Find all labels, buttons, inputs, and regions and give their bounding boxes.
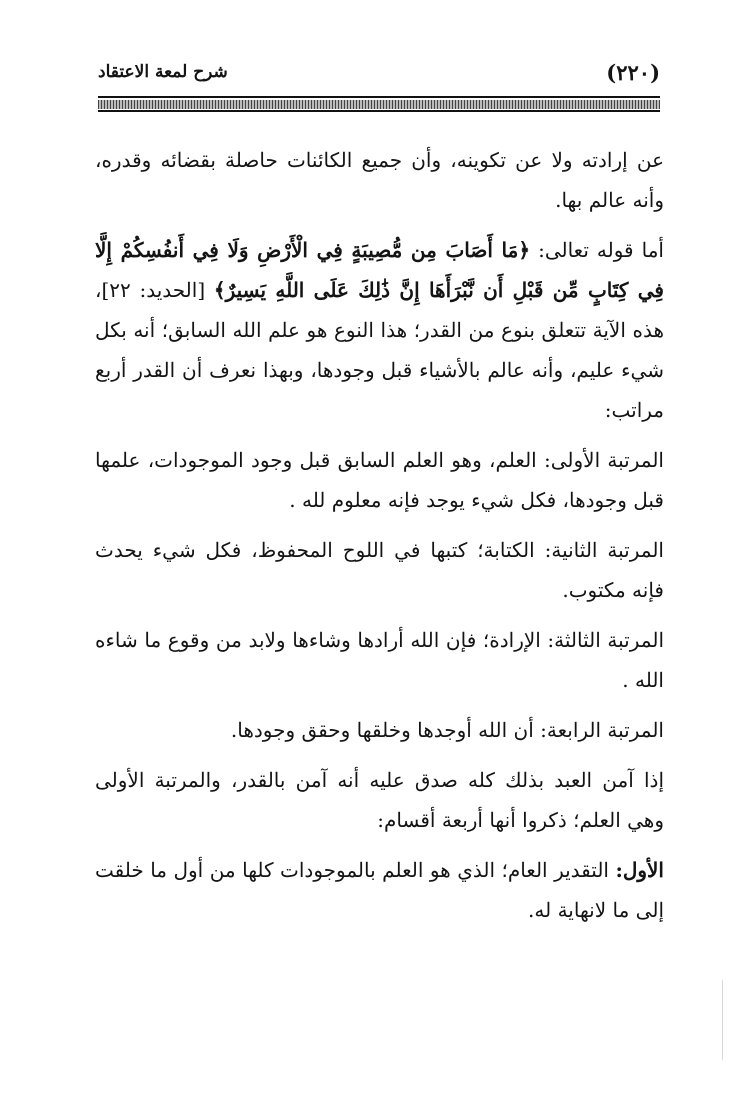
paragraph-3: المرتبة الأولى: العلم، وهو العلم السابق قبل وجود الموجودات، علمها قبل وجودها، فكل شيء يوجد فإنه معلوم لله . (95, 448, 664, 512)
body-text (95, 140, 664, 940)
header-rule-top (98, 96, 660, 98)
paragraph-6: المرتبة الرابعة: أن الله أوجدها وخلقها وحقق وجودها. (230, 718, 664, 742)
paragraph-8-lead: الأول: (615, 858, 664, 882)
page-number: (٢٢٠) (606, 60, 660, 85)
quran-verse: ﴿مَا أَصَابَ مِن مُّصِيبَةٍ فِي الْأَرْضِ وَلَا فِي أَنفُسِكُمْ إِلَّا فِي كِتَابٍ مِّن قَبْلِ أَن نَّبْرَأَهَا إِنَّ ذَٰلِكَ عَلَى اللَّهِ يَسِيرٌ﴾ (95, 238, 664, 302)
page-header (98, 58, 660, 90)
paragraph-2-rest: [الحديد: ٢٢]، هذه الآية تتعلق بنوع من القدر؛ هذا النوع هو علم الله السابق؛ أنه بكل شيء عليم، وأنه عالم بالأشياء قبل وجودها، وبهذا نعرف أن القدر أربع مراتب: (95, 278, 664, 422)
paragraph-2 (95, 230, 664, 430)
header-ornamental-band (98, 100, 660, 109)
page-edge-shadow (722, 980, 723, 1060)
paragraph-4: المرتبة الثانية: الكتابة؛ كتبها في اللوح المحفوظ، فكل شيء يحدث فإنه مكتوب. (95, 538, 664, 602)
paragraph-2-intro: أما قوله تعالى: (530, 238, 664, 262)
paragraph-8-rest: التقدير العام؛ الذي هو العلم بالموجودات كلها من أول ما خلقت إلى ما لانهاية له. (95, 858, 664, 922)
paragraph-5: المرتبة الثالثة: الإرادة؛ فإن الله أرادها وشاءها ولابد من وقوع ما شاءه الله . (95, 628, 664, 692)
paragraph-8 (95, 850, 664, 930)
paragraph-7: إذا آمن العبد بذلك كله صدق عليه أنه آمن بالقدر، والمرتبة الأولى وهي العلم؛ ذكروا أنها أربعة أقسام: (95, 768, 664, 832)
running-title: شرح لمعة الاعتقاد (98, 62, 228, 82)
paragraph-1: عن إرادته ولا عن تكوينه، وأن جميع الكائنات حاصلة بقضائه وقدره، وأنه عالم بها. (95, 148, 664, 212)
header-rule-bottom (98, 110, 660, 112)
